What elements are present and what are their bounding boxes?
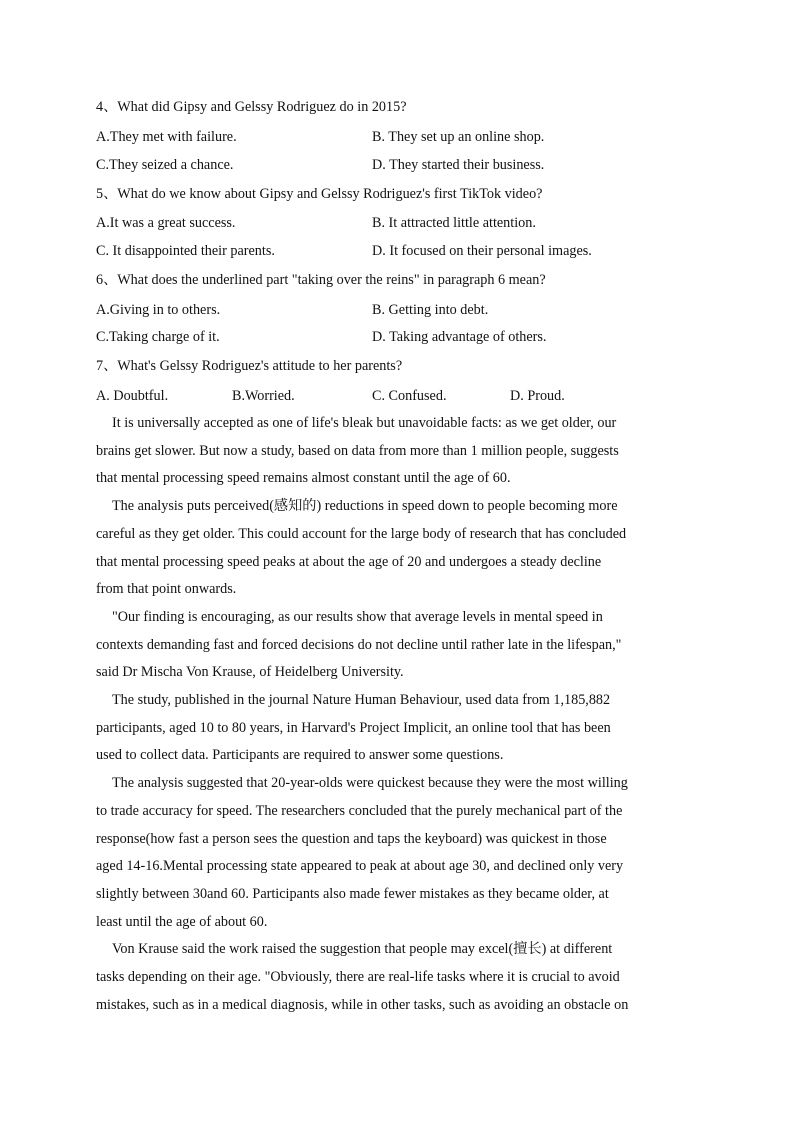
question-4-option-a: A.They met with failure. (96, 129, 237, 145)
question-4-option-b: B. They set up an online shop. (372, 129, 545, 145)
passage-line: that mental processing speed peaks at about the age of 20 and undergoes a steady decline (96, 553, 602, 570)
passage-line: The analysis puts perceived(感知的) reductions in speed down to people becoming more (112, 498, 618, 515)
question-6-option-a: A.Giving in to others. (96, 302, 221, 318)
passage-line: The study, published in the journal Nature Human Behaviour, used data from 1,185,882 (112, 692, 611, 709)
passage-line: Von Krause said the work raised the suggestion that people may excel(擅长) at different (112, 941, 613, 958)
question-6-option-b: B. Getting into debt. (372, 302, 489, 318)
question-4-option-c: C.They seized a chance. (96, 157, 234, 173)
passage-line: tasks depending on their age. "Obviously, there are real-life tasks where it is crucial to avoid (96, 969, 620, 986)
question-5-option-d: D. It focused on their personal images. (372, 243, 592, 259)
passage-line: "Our finding is encouraging, as our results show that average levels in mental speed in (112, 608, 603, 625)
passage-line: that mental processing speed remains almost constant until the age of 60. (96, 470, 511, 487)
passage-line: aged 14-16.Mental processing state appeared to peak at about age 30, and declined only very (96, 858, 624, 875)
question-4-stem: 4、What did Gipsy and Gelssy Rodriguez do in 2015? (96, 99, 407, 115)
question-6-option-c: C.Taking charge of it. (96, 329, 220, 345)
question-7-option-d: D. Proud. (510, 388, 565, 404)
question-5-option-b: B. It attracted little attention. (372, 215, 536, 231)
question-4-option-d: D. They started their business. (372, 157, 545, 173)
reading-passage (96, 410, 696, 1019)
passage-line: mistakes, such as in a medical diagnosis, while in other tasks, such as avoiding an obstacle on (96, 996, 629, 1013)
question-6-stem: 6、What does the underlined part "taking over the reins" in paragraph 6 mean? (96, 272, 546, 288)
question-7-stem: 7、What's Gelssy Rodriguez's attitude to her parents? (96, 358, 403, 374)
passage-line: slightly between 30and 60. Participants also made fewer mistakes as they became older, at (96, 885, 609, 902)
question-5-stem: 5、What do we know about Gipsy and Gelssy Rodriguez's first TikTok video? (96, 186, 543, 202)
question-7-option-a: A. Doubtful. (96, 388, 169, 404)
passage-line: contexts demanding fast and forced decisions do not decline until rather late in the lifespan," (96, 636, 622, 653)
passage-line: used to collect data. Participants are required to answer some questions. (96, 747, 504, 764)
passage-line: least until the age of about 60. (96, 913, 268, 930)
passage-line: participants, aged 10 to 80 years, in Harvard's Project Implicit, an online tool that has been (96, 719, 611, 736)
passage-line: said Dr Mischa Von Krause, of Heidelberg University. (96, 664, 404, 681)
question-7-option-c: C. Confused. (372, 388, 447, 404)
passage-line: careful as they get older. This could account for the large body of research that has concluded (96, 525, 627, 542)
passage-line: response(how fast a person sees the question and taps the keyboard) was quickest in those (96, 830, 607, 847)
question-5-option-c: C. It disappointed their parents. (96, 243, 275, 259)
passage-line: from that point onwards. (96, 581, 237, 598)
question-7-option-b: B.Worried. (232, 388, 295, 404)
question-5-option-a: A.It was a great success. (96, 215, 236, 231)
passage-line: It is universally accepted as one of life's bleak but unavoidable facts: as we get older, our (112, 415, 617, 431)
passage-line: brains get slower. But now a study, based on data from more than 1 million people, suggests (96, 442, 619, 459)
passage-line: The analysis suggested that 20-year-olds were quickest because they were the most willing (112, 775, 628, 792)
question-6-option-d: D. Taking advantage of others. (372, 329, 547, 345)
passage-line: to trade accuracy for speed. The researchers concluded that the purely mechanical part of the (96, 802, 623, 819)
